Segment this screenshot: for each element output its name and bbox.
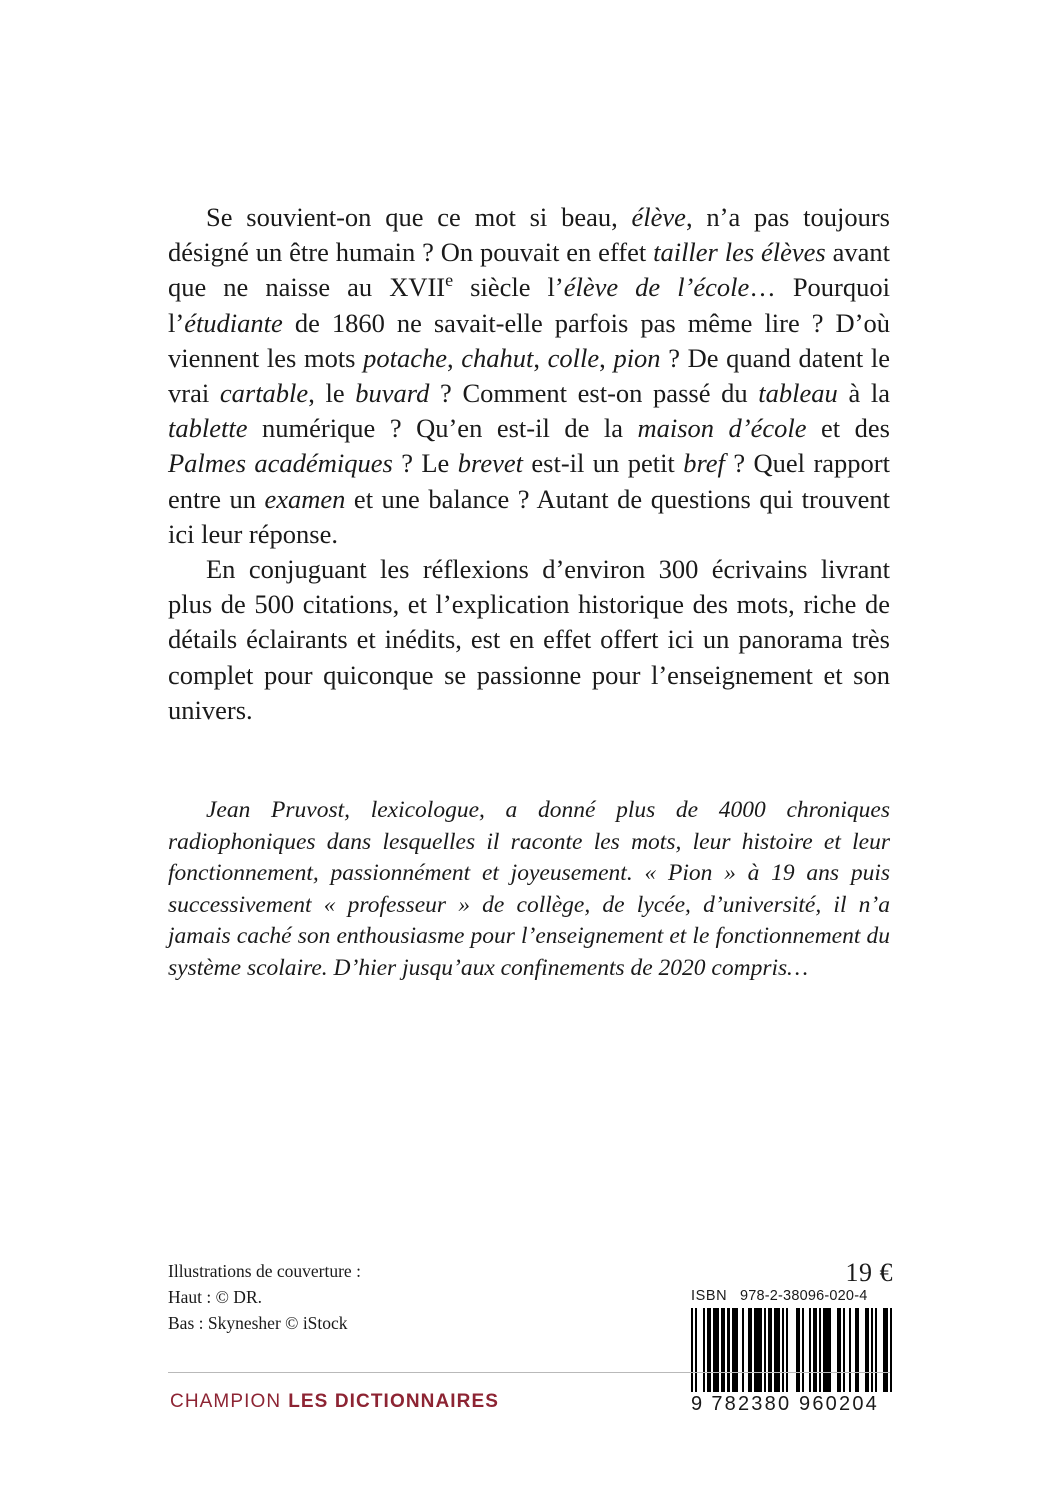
isbn-number: 978-2-38096-020-4 bbox=[739, 1288, 868, 1304]
credits-line-3: Bas : Skynesher © iStock bbox=[168, 1313, 348, 1333]
footer-divider bbox=[168, 1372, 890, 1373]
credits-line-2: Haut : © DR. bbox=[168, 1287, 262, 1307]
barcode-digit-rest: 782380 960204 bbox=[711, 1393, 879, 1415]
isbn-label: ISBN bbox=[691, 1288, 728, 1304]
price-label: 19 € bbox=[845, 1258, 893, 1287]
blurb-paragraph-1: Se souvient-on que ce mot si beau, élève, n’a pas toujours désigné un être humain ? On pouvait en effet tailler les élèves avant que ne naisse au XVIIe siècle l’élève de l’école… Pourquoi l’étudiante de 1860 ne savait-elle parfois pas même lire ? D’où viennent les mots potache, chahut, colle, pion ? De quand datent le vrai cartable, le buvard ? Comment est-on passé du tableau à la tablette numérique ? Qu’en est-il de la maison d’école et des Palmes académiques ? Le brevet est-il un petit bref ? Quel rapport entre un examen et une balance ? Autant de questions qui trouvent ici leur réponse. bbox=[168, 202, 891, 549]
author-biography bbox=[168, 795, 890, 984]
barcode-digit-lead: 9 bbox=[691, 1393, 705, 1415]
credits-line-1: Illustrations de couverture : bbox=[168, 1261, 361, 1281]
collection-name: LES DICTIONNAIRES bbox=[288, 1391, 500, 1412]
blurb-paragraph-2: En conjuguant les réflexions d’environ 300 écrivains livrant plus de 500 citations, et l’explication historique des mots, riche de détails éclairants et inédits, est en effet offert ici un panorama très complet pour quiconque se passionne pour l’enseignement et son univers. bbox=[168, 554, 890, 725]
barcode-bar bbox=[890, 1308, 892, 1392]
barcode-block bbox=[691, 1288, 893, 1416]
isbn-line bbox=[691, 1288, 893, 1304]
publisher-name: CHAMPION bbox=[170, 1391, 282, 1412]
publisher-logo bbox=[170, 1391, 499, 1413]
barcode-image bbox=[691, 1308, 893, 1392]
barcode-digits bbox=[691, 1393, 893, 1416]
author-biography-text: Jean Pruvost, lexicologue, a donné plus de 4000 chroniques radiophoniques dans lesquelles il raconte les mots, leur histoire et leur fonctionnement, passionnément et joyeusement. « Pion » à 19 ans puis successivement « professeur » de collège, de lycée, d’université, il n’a jamais caché son enthousiasme pour l’enseignement et le fonctionnement du système scolaire. D’hier jusqu’aux confinements de 2020 compris… bbox=[168, 797, 890, 981]
barcode-bar bbox=[823, 1308, 831, 1392]
cover-illustration-credits bbox=[168, 1258, 361, 1336]
blurb-text bbox=[168, 200, 890, 728]
barcode-bar bbox=[754, 1308, 762, 1392]
